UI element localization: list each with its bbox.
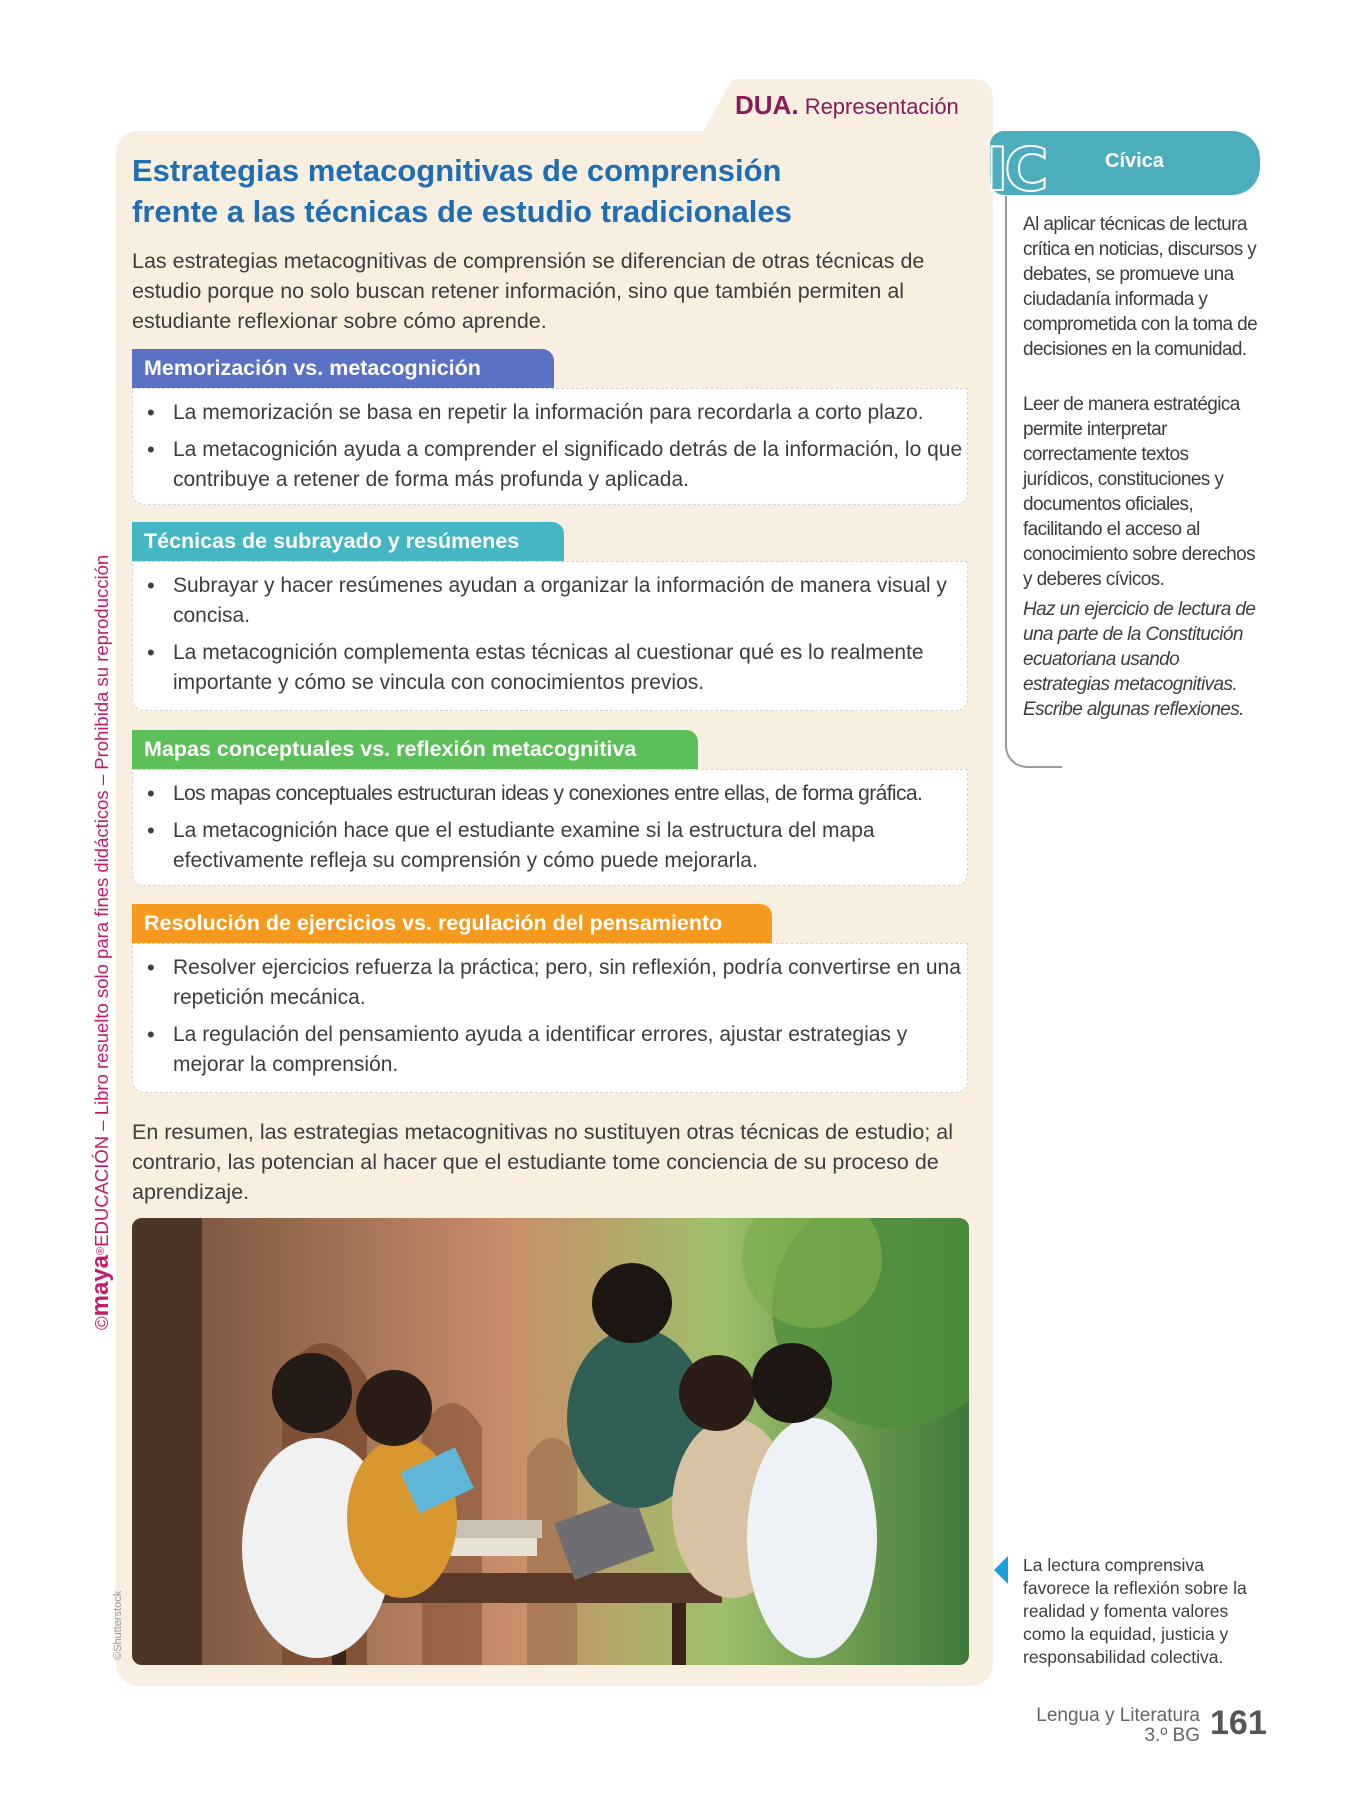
list-item: • Resolver ejercicios refuerza la práctica; pero, sin reflexión, podría convertirse en una repetición mecánica. bbox=[173, 953, 963, 1013]
page-number: 161 bbox=[1210, 1704, 1267, 1742]
list-item: • La regulación del pensamiento ayuda a identificar errores, ajustar estrategias y mejorar la comprensión. bbox=[173, 1020, 963, 1080]
students-illustration bbox=[132, 1218, 969, 1665]
section-header-subrayado: Técnicas de subrayado y resúmenes bbox=[132, 522, 564, 561]
page-title bbox=[132, 150, 932, 232]
section-box-mapas bbox=[132, 769, 968, 886]
title-line-1: Estrategias metacognitivas de comprensión bbox=[132, 153, 782, 188]
summary-paragraph: En resumen, las estrategias metacognitivas no sustituyen otras técnicas de estudio; al contrario, las potencian al hacer que el estudiante tome conciencia de su proceso de aprendizaje. bbox=[132, 1120, 954, 1204]
civica-paragraph-1: Al aplicar técnicas de lectura crítica en noticias, discursos y debates, se promueve una ciudadanía informada y comprometida con la toma de decisiones en la comunidad. bbox=[1023, 214, 1258, 360]
registered-mark: ® bbox=[95, 1246, 107, 1255]
section-header-resolucion: Resolución de ejercicios vs. regulación del pensamiento bbox=[132, 904, 772, 943]
copyright-text: EDUCACIÓN – Libro resuelto solo para fines didácticos – Prohibida su reproducción bbox=[91, 554, 112, 1247]
list-item: • La metacognición ayuda a comprender el significado detrás de la información, lo que contribuye a retener de forma más profunda y aplicada. bbox=[173, 435, 963, 495]
section-header-mapas: Mapas conceptuales vs. reflexión metacognitiva bbox=[132, 730, 698, 769]
caption-arrow-icon bbox=[994, 1556, 1008, 1584]
section-box-resolucion bbox=[132, 943, 968, 1093]
footer-grade: 3.º BG bbox=[1144, 1725, 1200, 1746]
students-photo bbox=[132, 1218, 969, 1665]
photo-caption: La lectura comprensiva favorece la reflexión sobre la realidad y fomenta valores como la equidad, justicia y responsabilidad colectiva. bbox=[1023, 1555, 1247, 1667]
copyright-symbol: © bbox=[91, 1316, 112, 1330]
list-item: • Los mapas conceptuales estructuran ideas y conexiones entre ellas, de forma gráfica. bbox=[173, 779, 963, 809]
section-box-subrayado bbox=[132, 561, 968, 711]
civica-title: Cívica bbox=[1105, 150, 1164, 172]
section-header-memorizacion: Memorización vs. metacognición bbox=[132, 349, 554, 388]
list-item: • La metacognición hace que el estudiante examine si la estructura del mapa efectivamente refleja su comprensión y cómo puede mejorarla. bbox=[173, 816, 963, 876]
photo-credit: ©Shutterstock bbox=[112, 1590, 124, 1660]
dua-category: Representación bbox=[804, 94, 959, 119]
intro-paragraph: Las estrategias metacognitivas de comprensión se diferencian de otras técnicas de estudio porque no solo buscan retener información, sino que también permiten al estudiante reflexionar sobre cómo aprende. bbox=[132, 249, 925, 333]
civica-activity: Haz un ejercicio de lectura de una parte de la Constitución ecuatoriana usando estrategias metacognitivas. Escribe algunas reflexiones. bbox=[1023, 599, 1256, 720]
title-line-2: frente a las técnicas de estudio tradicionales bbox=[132, 194, 792, 229]
section-box-memorizacion bbox=[132, 388, 968, 505]
copyright-vertical bbox=[86, 330, 116, 1330]
dua-abbrev: DUA. bbox=[735, 90, 799, 120]
civica-paragraph-2: Leer de manera estratégica permite interpretar correctamente textos jurídicos, constituciones y documentos oficiales, facilitando el acceso al conocimiento sobre derechos y deberes cívicos. bbox=[1023, 394, 1255, 590]
brand-logo-text: maya bbox=[87, 1254, 114, 1317]
list-item: • La memorización se basa en repetir la información para recordarla a corto plazo. bbox=[173, 398, 963, 428]
dua-label bbox=[735, 90, 959, 121]
list-item: • La metacognición complementa estas técnicas al cuestionar qué es lo realmente importante y cómo se vincula con conocimientos previos. bbox=[173, 638, 963, 698]
footer-book bbox=[1036, 1706, 1200, 1746]
civica-badge-icon: IC bbox=[986, 135, 1045, 205]
list-item: • Subrayar y hacer resúmenes ayudan a organizar la información de manera visual y concisa. bbox=[173, 571, 963, 631]
footer-subject: Lengua y Literatura bbox=[1036, 1705, 1200, 1726]
